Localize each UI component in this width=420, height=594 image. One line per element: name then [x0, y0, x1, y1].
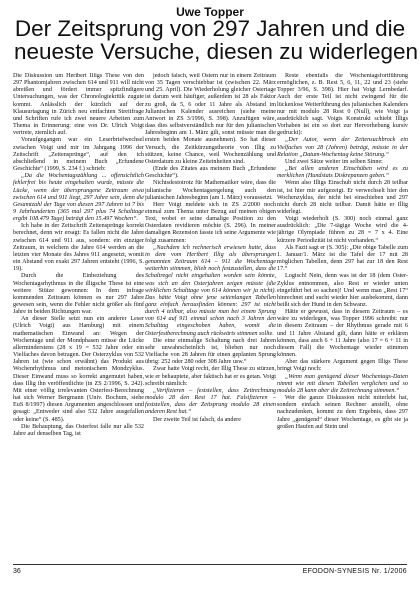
page-footer: [13, 568, 407, 578]
body-paragraph: Zwar hatte Voigt recht, der Illig These zu stürzen, wie er behauptete, aber faktisch hat er es getan. Voigt schreibt nämlich:: [145, 366, 276, 387]
body-paragraph: Als Fazit sagt er (S. 305): „Die obige Tabelle zum 1. Januar/1. März ist die Tafel der 17 mit 28 möglichen Tabellen, denn 297 hat zur 18 den Rest 17.“: [277, 244, 408, 273]
article-title: [14, 16, 419, 64]
body-paragraph: Durch die Einbeziehung des Wochentagsrhythmus in die illigsche These ist eine weitere Stütze gewonnen: In dem infrage kommenden Zeitraum können es nur 297 Jahre gewesen sein, wenn die Fehler nicht größer als fünf Jahre in beiden Richtungen war.: [13, 273, 144, 316]
body-paragraph: Die Diskussion um Heribert Illigs These von den 297 Phantomjahren zwischen 614 und 911 will nicht abreißen und fördert immer spitzfindigere Untersuchungen, was der Chronologiekritik zugute kommt. Anlässlich der kürzlich auf der Klausurtagung in Zürich neu entfachten Streitfrage und Schriften rufe ich zwei neuere Arbeiten zum Thema in Erinnerung: eine von Dr. Ulrich Voigt vertrete, ziemlich auf.: [13, 73, 144, 137]
article-title-line-1: Der Zeitsprung von 297 Jahren und die: [14, 16, 406, 41]
page-number: 36: [13, 568, 21, 575]
body-paragraph: Logisch! Nein, denn was ist der 18 (dem Oster-Zyklus entnommen, also Rest er wieder unten eingeführt bei so sachen)! Und wenn man „Rest 17“ hinrechnet und sucht wieder hier ausbekommt, dann beißt sich der Hund in den Schwanz.: [277, 273, 408, 308]
body-paragraph: Nichtsdestotrotz für Mathematiker wäre, dass die julianische Wochentagsregelung auch den julianischen Jahresbeginn (am 1. März) voraussetzt.: [145, 180, 276, 201]
body-paragraph: Aber das stärkere Argument gegen Illigs These bringt Voigt noch:: [277, 359, 408, 373]
body-paragraph: „Bei allen anderen Einschüben wird es zu merklichen (Hundstats Diskrepanzen geben.“: [277, 166, 408, 180]
text-column-1: [13, 73, 144, 563]
text-column-3: [277, 73, 408, 563]
body-paragraph: Ich habe in der Zeitschrift Zeitensprünge korrekt berechnet, denn wir ersagt: Es fallen nicht die Jahre zwischen 614 und 911 aus, sondern: ein einziger Zeitraum, in welchem die Jahre 614 werden an die letzten vier Monate des Jahres 911 angesetzt, womit ein Abstand von exakt 297 Jahren entsteht (1996, S. 19).: [13, 223, 144, 273]
body-paragraph: Die eine einmalige Schaltung nach drei Jahren sehr unwahrscheinlich ist, blieben nur noch Vielfache von 28 Jahren für einen geplanten Sprung übrig: 252 oder 280 oder 308 Jahre usw.“: [145, 337, 276, 366]
body-paragraph: Die Behauptung, das Osterfest falle nur alle 532 Jahre auf denselben Tag, ist: [13, 423, 144, 437]
body-paragraph: „Verifizieren – feststellen, dass Zeitrechnung modulo 28 den Rest 17 hat. Falsifizieren – feststellen, dass der Zeitsprung modulo 28 einen anderen Rest hat.“: [145, 387, 276, 416]
body-paragraph: „Wenn man genügend dieser Wochentags-Daten nimmt wie mit diesen Tabellen verglichen und so modulo 28 kann aber die Zeitrechnung stimmen.“: [277, 373, 408, 394]
body-paragraph: Wenn also Illigs Einschub nicht durch 28 teilbar ist, ist hier mir aufgezeigt. Er verwechselt hier den Wochenzyklus, der nicht bei einschieben und 297 nicht durch 28 nicht teilbar. Damit hätte er Illig widerlegt.: [277, 180, 408, 215]
body-paragraph: Der zweite Teil ist falsch, da andere: [153, 416, 241, 423]
body-paragraph: Hätte er gewusst, dass in diesem Zeitraum – es wäre zu widerlegen, was Topper 1996 schreibt: nur in diesem Zeitraum – der Rhythmus gerade mit 6 und 11 Jahre Abstand gilt, dann hätte er erklären können, dass auch 6 + 11 Jahre (also 17 = 6 + 11 in diesem Fall) die Wochentage wieder stimmen können.: [277, 309, 408, 359]
body-paragraph: Herr Voigt meldete sich in ZS 2/2000 noch einmal zum Thema unter Bezug auf meinen obigen Text, wobei er seine damalige Position zu den Osterdaten revidieren möchte (S. 296). In meiner damaligen Rezension fasste ich seine Argumente wie folgt zusammen:: [145, 201, 276, 244]
body-paragraph: jedoch falsch, weil Ostern nur in einem Zeitraum von 35 Tagen verschiebbar ist (zwischen 22. März und 25. April). Die Wiederholung gleicher Ostertage ist darum weit häufiger, außerdem ist 28 als Faktor zu groß, da 5, 6 oder 11 Jahre als Abstand im Julianischen Kalender ausreichen (siehe meine Antwort in ZS 3/1996, S. 398). Anzufügen wäre, dass dies selbstverständlich nur für den julianischen Jahresbeginn am 1. März gilt, sonst müsste man die ersten beiden Monate ausnehmen). So hat dieser Versuch, die Zeitkürzungstheorie von Illig zu stützen, keine Chance, weil Wochenzählung und Osterdatum zu kleine Zeiteinheiten sind.: [145, 73, 276, 165]
article-title-line-2: neueste Versuche, diesen zu widerlegen: [14, 39, 419, 64]
body-paragraph: Reste ebenfalls die Wochentagsfortführung ermöglichen, z. B. Rest 5, 6, 11, 22 und 23 (siehe Topper 3/96, S. 398). Hier hat Voigt Lernbedarf. Auch der erste Teil ist nicht zwingend für die lückenlose Weiterführung des julianischen Kalenders nur mit modulo 28 Rest 0 (Null), wie Voigt ja ausdrücklich sagt. Voigts Konstrukt schiebt Illigs Vorhaben ist ein so dort zur Hervorhebung kursiv gedruckt):: [277, 73, 408, 137]
body-paragraph: Und zwei Sätze weiter im selben Sinne:: [285, 158, 383, 165]
body-paragraph: „Nachdem ich rechnerisch erwiesen hatte, dass in dem vom Heribert Illig als übersprungen genannten Zeitraum 614 – 911 die Wochentage weiterhin stimmen, blieb noch festzustellen, dass die Schaltregel nicht eingehalten worden sein könnte, was sich an den Osterjahren zeigen müsste (die wirklichen Schalttage von 614 können wir ja nicht). Das hätte Voigt ohne jene seitenlangen Tabellen ganz einfach herausfinden können: 297 ist nicht durch 4 teilbar, also müsste man bei einem Sprung von 614 auf 911 einmal schon nach 3 Jahren den Schalttag eingeschoben haben, womit die Osterfestberechnung auch rückwärts stimmen sollte.: [145, 244, 276, 337]
body-paragraph: An dieser Stelle setzt nun ein anderer Leser (Ulrich Voigt) aus Hamburg) mit einem mathematischen Einwand an: Wegen der Wochentage und der Mondphasen müsse die Lücke allerminderstens (28 x 19 = 532 Jahre oder ein Vielfaches davon betragen. Der Osterzyklus von 532 Jahren ist (wie schon erwähnt) das Produkt aus Wochenrhythmus und metonischem Mondzyklus. Dieser Einwand muss so korrekt angemutet haben, dass Illig ihn veröffentlichte (in ZS 2/1996, S. 242). Mit einer völlig irrelevanten Osterfest-Berechnung hat sich Werner Bergmann (Univ. Bochum, siehe EuS 8/1997) diesen Argumenten angeschlossen und gesagt: „Entweder sind also 532 Jahre ausgefallen oder keine“ (S. 485).: [13, 316, 144, 423]
article-author: Uwe Topper: [176, 5, 244, 19]
footer-rule: [13, 564, 407, 565]
body-paragraph: „Da die Wochentagszählung ... offensichtlich fehlerfrei bis heute eingehalten wurde, müsste die Lücke, wenn der übersprungene Zeitraum etwa zwischen 614 und 911 liegt, 297 Jahre sein, denn die Gesamtzahl der Tage von diesen 297 Jahren ist 7 bis 9 Jahrhunderten (365 mal 297 plus 74 Schalttage ergibt 108.479 Tage) beträgt den 15.497 Wochen“.: [13, 173, 144, 223]
body-paragraph: „Der Autor, wenn der Zeitensuchbrock ein Vielfaches von 28 (Jahren) beträgt, müsste in der Relation „Datum-Wochentag keine Störung.“: [277, 137, 408, 158]
body-paragraph: Voigt wiederholt (S. 300) noch einmal ganz ausdrücklich: „Die 7-tägige Woche wird die 4-jährige Olympiade führen zu 28 = 7 x 4. Eine kürzere Periodizität ist nicht vorhanden.“: [277, 216, 408, 244]
journal-name: EFODON-SYNESIS Nr. 1/2006: [302, 568, 407, 575]
body-paragraph: Wer die ganze Diskussion nicht miterlebt hat, sondern einfach seinen Rechner anstellt, ohne nachzudenken, kommt zu dem Ergebnis, dass 297 Jahre ,,genügend“ dieser Wochentage, es gibt sie ja großen Haufen auf Stein und: [277, 395, 408, 430]
body-paragraph: Voraufgegangen war ein Leserbriefwechsel zwischen Voigt und mir im Jahrgang 1996 der Zeitschrift „Zeitensprünge“, auf den ich abschließend in meinem Buch „Erfundene Geschichte“ (1999, S. 234 f.) schrieb:: [13, 137, 144, 173]
body-paragraph: (Ende des Zitates aus meinem Buch „Erfundene Geschichte“).: [145, 166, 276, 180]
text-column-2: [145, 73, 276, 563]
